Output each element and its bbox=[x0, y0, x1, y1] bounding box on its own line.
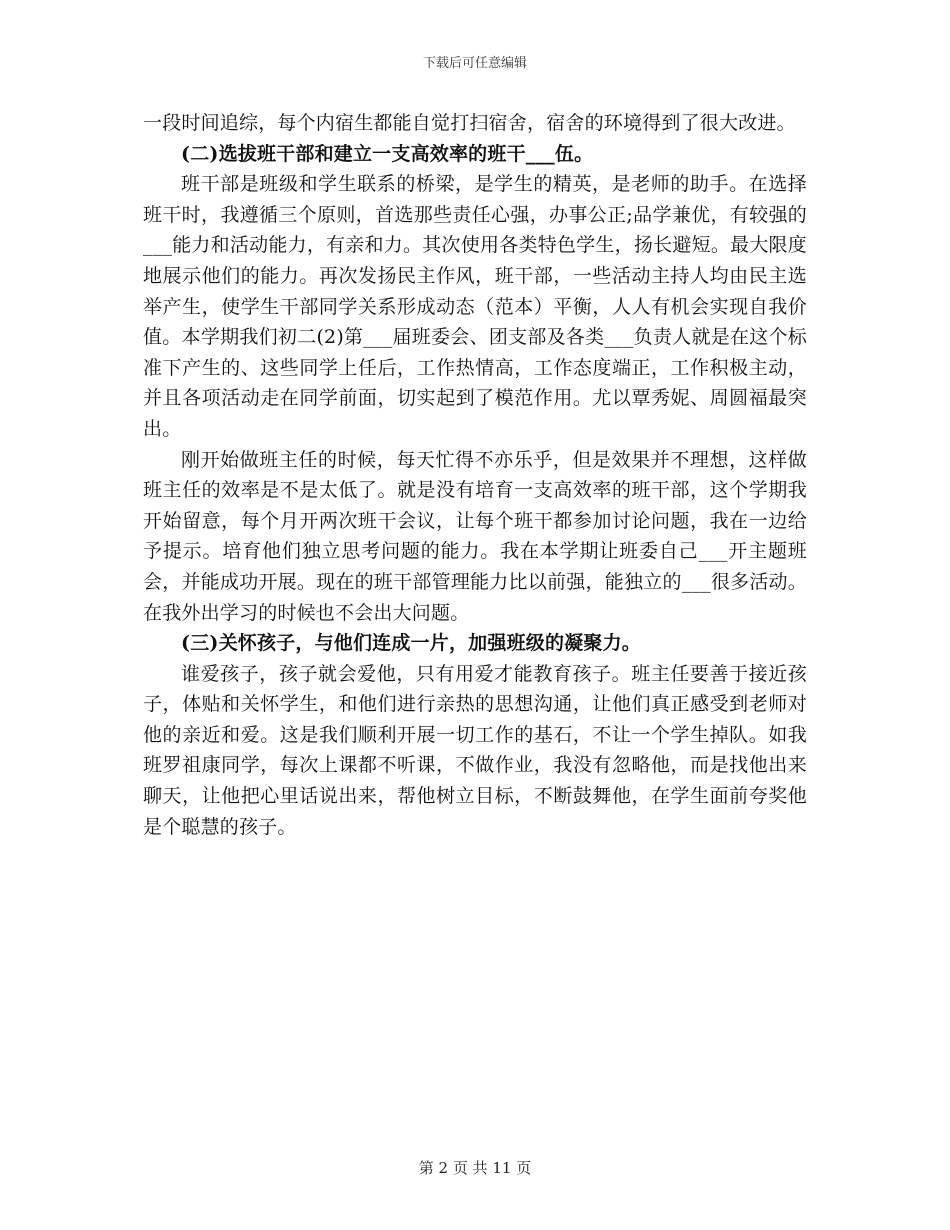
paragraph-class-cadres: 班干部是班级和学生联系的桥梁，是学生的精英，是老师的助手。在选择班干时，我遵循三个原则，首选那些责任心强，办事公正;品学兼优，有较强的___能力和活动能力，有亲和力。其次使用各类特色学生，扬长避短。最大限度地展示他们的能力。再次发扬民主作风，班干部，一些活动主持人均由民主选举产生，使学生干部同学关系形成动态（范本）平衡，人人有机会实现自我价值。本学期我们初二(2)第___届班委会、团支部及各类___负责人就是在这个标准下产生的、这些同学上任后，工作热情高，工作态度端正，工作积极主动，并且各项活动走在同学前面，切实起到了模范作用。尤以覃秀妮、周圆福最突出。 bbox=[143, 173, 807, 440]
paragraph-continuation: 一段时间追综，每个内宿生都能自觉打扫宿舍，宿舍的环境得到了很大改进。 bbox=[143, 112, 796, 134]
page-number: 第 2 页 共 11 页 bbox=[418, 1159, 532, 1177]
paragraph-efficiency: 刚开始做班主任的时候，每天忙得不亦乐乎，但是效果并不理想，这样做班主任的效率是不是太低了。就是没有培育一支高效率的班干部，这个学期我开始留意，每个月开两次班干会议，让每个班干都参加讨论问题，我在一边给予提示。培育他们独立思考问题的能力。我在本学期让班委自己___开主题班会，并能成功开展。现在的班干部管理能力比以前强，能独立的___很多活动。在我外出学习的时候也不会出大问题。 bbox=[143, 448, 807, 624]
section-heading-3: (三)关怀孩子，与他们连成一片，加强班级的凝聚力。 bbox=[181, 632, 641, 655]
paragraph-care: 谁爱孩子，孩子就会爱他，只有用爱才能教育孩子。班主任要善于接近孩子，体贴和关怀学生，和他们进行亲热的思想沟通，让他们真正感受到老师对他的亲近和爱。这是我们顺利开展一切工作的基石，不让一个学生掉队。如我班罗祖康同学，每次上课都不听课，不做作业，我没有忽略他，而是找他出来聊天，让他把心里话说出来，帮他树立目标，不断鼓舞他，在学生面前夸奖他是个聪慧的孩子。 bbox=[143, 662, 807, 838]
document-body bbox=[143, 108, 807, 842]
section-heading-2: (二)选拔班干部和建立一支高效率的班干___伍。 bbox=[181, 142, 594, 165]
page-header: 下载后可任意编辑 bbox=[422, 56, 527, 71]
